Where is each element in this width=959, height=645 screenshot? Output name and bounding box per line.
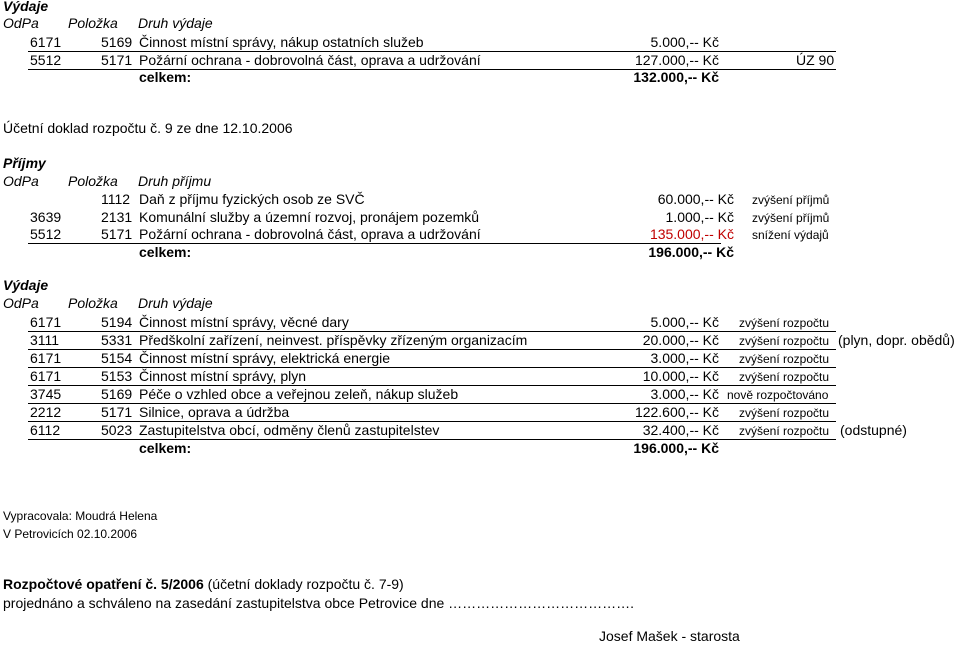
table-row-amount: 135.000,-- Kč (649, 226, 734, 242)
signature: Josef Mašek - starosta (599, 628, 740, 644)
table-row-odpa: 3639 (30, 209, 62, 225)
table-row-note: zvýšení rozpočtu (739, 316, 830, 330)
prijmy-heading: Příjmy (3, 155, 46, 171)
table-row-text: Komunální služby a územní rozvoj, pronájem pozemků (139, 209, 480, 225)
table-row-odpa: 3745 (30, 386, 62, 402)
table-row-odpa: 6171 (30, 314, 62, 330)
prijmy-col-odpa: OdPa (3, 173, 39, 189)
table-row-note: snížení výdajů (752, 228, 829, 242)
table-row-polozka: 5171 (101, 404, 133, 420)
vydaje-heading: Výdaje (3, 277, 49, 293)
table-row-polozka: 5153 (101, 368, 133, 384)
table-row-text: Zastupitelstva obcí, odměny členů zastupitelstev (139, 422, 440, 438)
table-row-odpa: 6171 (30, 350, 62, 366)
table-row-amount: 127.000,-- Kč (634, 52, 719, 68)
prijmy-col-druh: Druh příjmu (138, 173, 212, 189)
table-row-polozka: 5023 (101, 422, 133, 438)
section1-col-odpa: OdPa (3, 15, 39, 31)
total-amount: 132.000,-- Kč (633, 69, 719, 85)
total-label: celkem: (139, 244, 192, 260)
measure-note: (účetní doklady rozpočtu č. 7-9) (207, 576, 404, 592)
table-row-amount: 1.000,-- Kč (665, 209, 734, 225)
table-row-amount: 3.000,-- Kč (650, 386, 719, 402)
measure-title: Rozpočtové opatření č. 5/2006 (3, 576, 204, 592)
table-row-note: zvýšení příjmů (752, 193, 830, 207)
table-row-amount: 60.000,-- Kč (657, 191, 734, 207)
table-row-amount: 32.400,-- Kč (642, 422, 719, 438)
vydaje-col-polozka: Položka (68, 295, 118, 311)
prepared-by: Vypracovala: Moudrá Helena (3, 509, 158, 523)
table-row-odpa: 3111 (30, 332, 60, 348)
table-row-note: zvýšení rozpočtu (739, 352, 830, 366)
table-row-note: ÚZ 90 (796, 52, 835, 68)
measure-line (3, 576, 404, 593)
table-row-polozka: 1112 (101, 191, 131, 207)
table-row-text: Daň z příjmu fyzických osob ze SVČ (139, 191, 365, 207)
table-row-note: zvýšení rozpočtu (739, 334, 830, 348)
table-row-polozka: 5194 (101, 314, 133, 330)
table-row-odpa: 5512 (30, 52, 62, 68)
table-row-note: zvýšení rozpočtu (739, 406, 830, 420)
table-row-note: zvýšení rozpočtu (739, 424, 830, 438)
total-label: celkem: (139, 440, 192, 456)
section1-col-druh: Druh výdaje (138, 15, 213, 31)
table-row-odpa: 2212 (30, 404, 62, 420)
table-row-text: Silnice, oprava a údržba (139, 404, 290, 420)
approved-text: projednáno a schváleno na zasedání zastupitelstva obce Petrovice dne …………………………………. (3, 595, 635, 611)
table-row-extra: (odstupné) (840, 422, 907, 438)
table-row-odpa: 6112 (30, 422, 61, 438)
table-row-note: nově rozpočtováno (727, 388, 829, 402)
table-row-polozka: 5169 (101, 386, 133, 402)
table-row-text: Požární ochrana - dobrovolná část, oprava a udržování (139, 52, 481, 68)
table-row-extra: (plyn, dopr. obědů) (838, 332, 955, 348)
table-row-amount: 5.000,-- Kč (650, 34, 719, 50)
table-row-polozka: 5171 (101, 226, 133, 242)
section1-col-polozka: Položka (68, 15, 118, 31)
table-row-polozka: 5331 (101, 332, 133, 348)
table-row-polozka: 5154 (101, 350, 133, 366)
table-row-note: zvýšení rozpočtu (739, 370, 830, 384)
table-row-odpa: 6171 (30, 34, 62, 50)
table-row-text: Činnost místní správy, plyn (139, 368, 307, 384)
table-row-polozka: 5169 (101, 34, 133, 50)
total-amount: 196.000,-- Kč (633, 440, 719, 456)
row-divider (28, 243, 721, 244)
table-row-odpa: 6171 (30, 368, 62, 384)
vydaje-col-druh: Druh výdaje (138, 295, 213, 311)
table-row-text: Činnost místní správy, věcné dary (139, 314, 349, 330)
place-date: V Petrovicích 02.10.2006 (3, 527, 138, 541)
table-row-text: Požární ochrana - dobrovolná část, oprava a udržování (139, 226, 481, 242)
table-row-text: Předškolní zařízení, neinvest. příspěvky zřízeným organizacím (139, 332, 528, 348)
table-row-text: Péče o vzhled obce a veřejnou zeleň, nákup služeb (139, 386, 459, 402)
table-row-amount: 3.000,-- Kč (650, 350, 719, 366)
table-row-odpa: 5512 (30, 226, 62, 242)
table-row-note: zvýšení příjmů (752, 211, 830, 225)
table-row-amount: 5.000,-- Kč (650, 314, 719, 330)
doc-line: Účetní doklad rozpočtu č. 9 ze dne 12.10.2006 (3, 120, 293, 136)
section1-heading: Výdaje (3, 0, 49, 14)
table-row-text: Činnost místní správy, elektrická energie (139, 350, 391, 366)
table-row-polozka: 2131 (101, 209, 133, 225)
table-row-polozka: 5171 (101, 52, 133, 68)
table-row-amount: 122.600,-- Kč (634, 404, 719, 420)
table-row-amount: 10.000,-- Kč (642, 368, 719, 384)
table-row-text: Činnost místní správy, nákup ostatních služeb (139, 34, 424, 50)
prijmy-col-polozka: Položka (68, 173, 118, 189)
table-row-amount: 20.000,-- Kč (642, 332, 719, 348)
total-label: celkem: (139, 69, 192, 85)
total-amount: 196.000,-- Kč (648, 244, 734, 260)
vydaje-col-odpa: OdPa (3, 295, 39, 311)
